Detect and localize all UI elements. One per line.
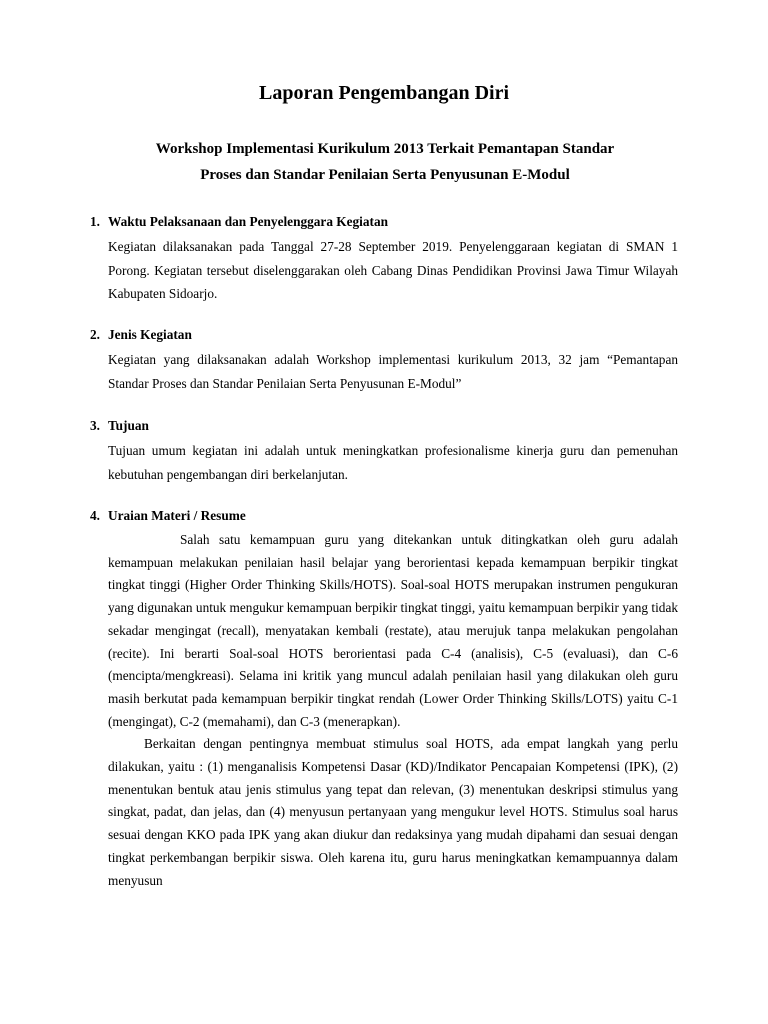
section-heading [90, 326, 678, 344]
paragraph: Tujuan umum kegiatan ini adalah untuk meningkatkan profesionalisme kinerja guru dan pemenuhan kebutuhan pengembangan diri berkelanjutan. [108, 443, 678, 482]
section-title: Uraian Materi / Resume [108, 508, 246, 523]
section-title: Jenis Kegiatan [108, 327, 192, 342]
section-heading [90, 417, 678, 435]
paragraph: Salah satu kemampuan guru yang ditekankan untuk ditingkatkan oleh guru adalah kemampuan melakukan penilaian hasil belajar yang berorientasi kepada kemampuan berpikir tingkat tingkat tinggi (Higher Order Thinking Skills/HOTS). Soal-soal HOTS merupakan instrumen pengukuran yang digunakan untuk mengukur kemampuan berpikir tingkat tinggi, yaitu kemampuan berpikir yang tidak sekadar mengingat (recall), menyatakan kembali (restate), atau merujuk tanpa melakukan pengolahan (recite). Ini berarti Soal-soal HOTS berorientasi pada C-4 (analisis), C-5 (evaluasi), dan C-6 (mencipta/mengkreasi). Selama ini kritik yang muncul adalah penilaian hasil yang dilakukan oleh guru masih berkutat pada kemampuan berpikir tingkat rendah (Lower Order Thinking Skills/LOTS) yaitu C-1 (mengingat), C-2 (memahami), dan C-3 (menerapkan). [108, 532, 678, 729]
section-number: 4. [90, 508, 100, 523]
page-title: Laporan Pengembangan Diri [258, 82, 510, 104]
subtitle-line-1: Workshop Implementasi Kurikulum 2013 Terkait Pemantapan Standar [155, 141, 615, 157]
paragraph: Kegiatan dilaksanakan pada Tanggal 27-28 September 2019. Penyelenggaraan kegiatan di SMAN 1 Porong. Kegiatan tersebut diselenggarakan oleh Cabang Dinas Pendidikan Provinsi Jawa Timur Wilayah Kabupaten Sidoarjo. [108, 239, 678, 301]
section-number: 1. [90, 214, 100, 229]
section-body [108, 439, 678, 486]
subtitle-line-2: Proses dan Standar Penilaian Serta Penyusunan E-Modul [200, 167, 570, 183]
section-heading [90, 507, 678, 525]
paragraph: Berkaitan dengan pentingnya membuat stimulus soal HOTS, ada empat langkah yang perlu dilakukan, yaitu : (1) menganalisis Kompetensi Dasar (KD)/Indikator Pencapaian Kompetensi (IPK), (2) menentukan bentuk atau jenis stimulus yang tepat dan relevan, (3) menentukan deskripsi stimulus yang singkat, padat, dan jelas, dan (4) menyusun pertanyaan yang mengukur level HOTS. Stimulus soal harus sesuai dengan KKO pada IPK yang akan diukur dan redaksinya yang mudah dipahami dan sesuai dengan tingkat perkembangan berpikir siswa. Oleh karena itu, guru harus meningkatkan kemampuannya dalam menyusun [108, 736, 678, 888]
section-heading [90, 213, 678, 231]
subtitle [110, 136, 660, 188]
paragraph: Kegiatan yang dilaksanakan adalah Workshop implementasi kurikulum 2013, 32 jam “Pemantapan Standar Proses dan Standar Penilaian Serta Penyusunan E-Modul” [108, 352, 678, 391]
section-tujuan [90, 417, 678, 486]
section-uraian-materi [90, 507, 678, 892]
section-number: 2. [90, 327, 100, 342]
section-body [108, 235, 678, 306]
section-title: Tujuan [108, 418, 149, 433]
section-jenis-kegiatan [90, 326, 678, 395]
section-waktu-pelaksanaan [90, 213, 678, 306]
section-body [108, 348, 678, 395]
section-number: 3. [90, 418, 100, 433]
section-title: Waktu Pelaksanaan dan Penyelenggara Kegiatan [108, 214, 389, 229]
section-body [108, 529, 678, 892]
